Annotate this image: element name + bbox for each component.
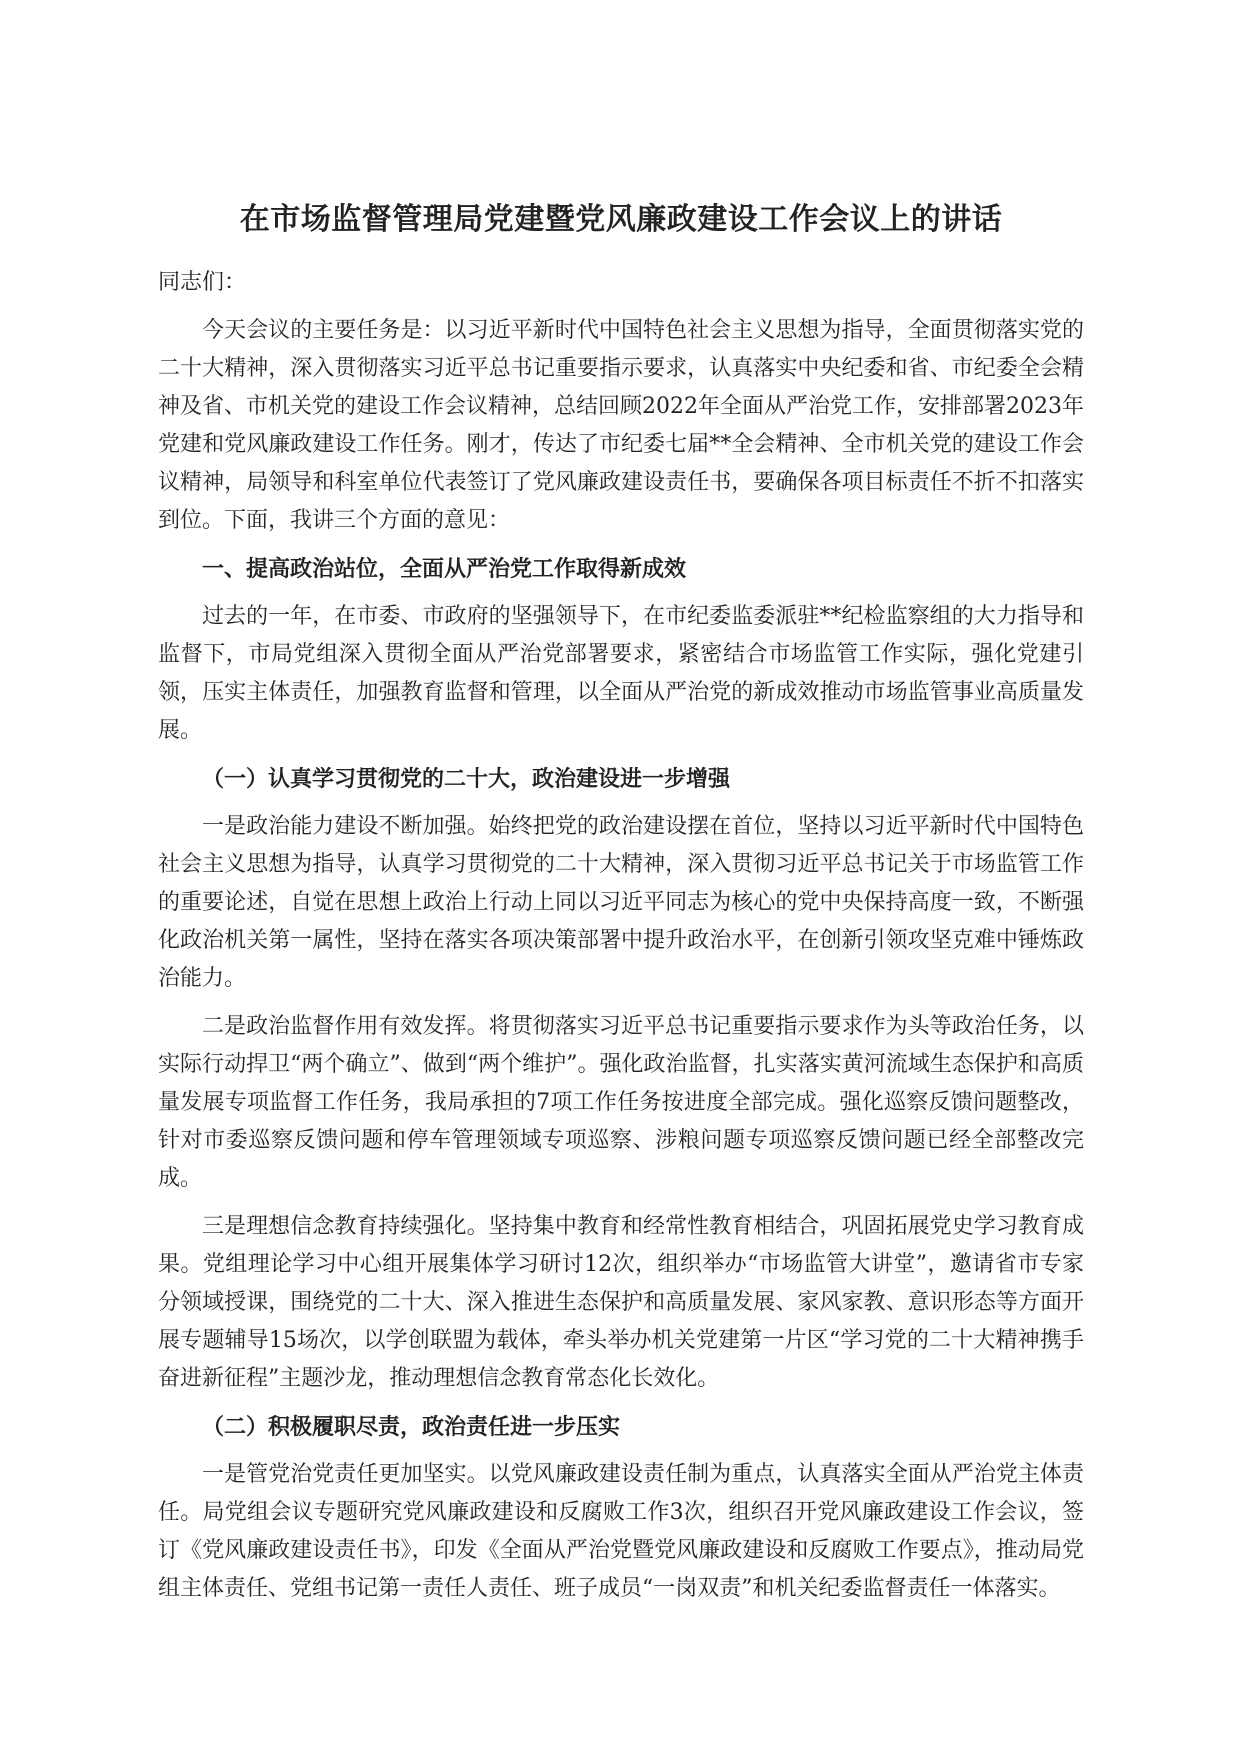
intro-paragraph: 今天会议的主要任务是：以习近平新时代中国特色社会主义思想为指导，全面贯彻落实党的二十大精神，深入贯彻落实习近平总书记重要指示要求，认真落实中央纪委和省、市纪委全会精神及省、市机关党的建设工作会议精神，总结回顾2022年全面从严治党工作，安排部署2023年党建和党风廉政建设工作任务。刚才，传达了市纪委七届**全会精神、全市机关党的建设工作会议精神，局领导和科室单位代表签订了党风廉政建设责任书，要确保各项目标责任不折不扣落实到位。下面，我讲三个方面的意见： <box>158 318 1084 533</box>
section-heading-1: 一、提高政治站位，全面从严治党工作取得新成效 <box>202 556 687 582</box>
subsection-1-paragraph-1: 一是政治能力建设不断加强。始终把党的政治建设摆在首位，坚持以习近平新时代中国特色社会主义思想为指导，认真学习贯彻党的二十大精神，深入贯彻习近平总书记关于市场监管工作的重要论述，自觉在思想上政治上行动上同以习近平同志为核心的党中央保持高度一致，不断强化政治机关第一属性，坚持在落实各项决策部署中提升政治水平，在创新引领攻坚克难中锤炼政治能力。 <box>158 814 1084 991</box>
subsection-1-paragraph-2: 二是政治监督作用有效发挥。将贯彻落实习近平总书记重要指示要求作为头等政治任务，以实际行动捍卫“两个确立”、做到“两个维护”。强化政治监督，扎实落实黄河流域生态保护和高质量发展专项监督工作任务，我局承担的7项工作任务按进度全部完成。强化巡察反馈问题整改，针对市委巡察反馈问题和停车管理领域专项巡察、涉粮问题专项巡察反馈问题已经全部整改完成。 <box>158 1014 1084 1191</box>
document-page <box>158 170 1084 1618</box>
salutation: 同志们： <box>158 270 247 295</box>
document-title: 在市场监督管理局党建暨党风廉政建设工作会议上的讲话 <box>239 202 1003 237</box>
section-1-paragraph: 过去的一年，在市委、市政府的坚强领导下，在市纪委监委派驻**纪检监察组的大力指导和监督下，市局党组深入贯彻全面从严治党部署要求，紧密结合市场监管工作实际，强化党建引领，压实主体责任，加强教育监督和管理，以全面从严治党的新成效推动市场监管事业高质量发展。 <box>158 604 1084 743</box>
subsection-2-paragraph-1: 一是管党治党责任更加坚实。以党风廉政建设责任制为重点，认真落实全面从严治党主体责任。局党组会议专题研究党风廉政建设和反腐败工作3次，组织召开党风廉政建设工作会议，签订《党风廉政建设责任书》，印发《全面从严治党暨党风廉政建设和反腐败工作要点》，推动局党组主体责任、党组书记第一责任人责任、班子成员“一岗双责”和机关纪委监督责任一体落实。 <box>158 1462 1084 1601</box>
subsection-heading-1: （一）认真学习贯彻党的二十大，政治建设进一步增强 <box>202 766 731 792</box>
subsection-1-paragraph-3: 三是理想信念教育持续强化。坚持集中教育和经常性教育相结合，巩固拓展党史学习教育成果。党组理论学习中心组开展集体学习研讨12次，组织举办“市场监管大讲堂”，邀请省市专家分领域授课，围绕党的二十大、深入推进生态保护和高质量发展、家风家教、意识形态等方面开展专题辅导15场次，以学创联盟为载体，牵头举办机关党建第一片区“学习党的二十大精神携手奋进新征程”主题沙龙，推动理想信念教育常态化长效化。 <box>158 1214 1084 1391</box>
subsection-heading-2: （二）积极履职尽责，政治责任进一步压实 <box>202 1414 621 1440</box>
